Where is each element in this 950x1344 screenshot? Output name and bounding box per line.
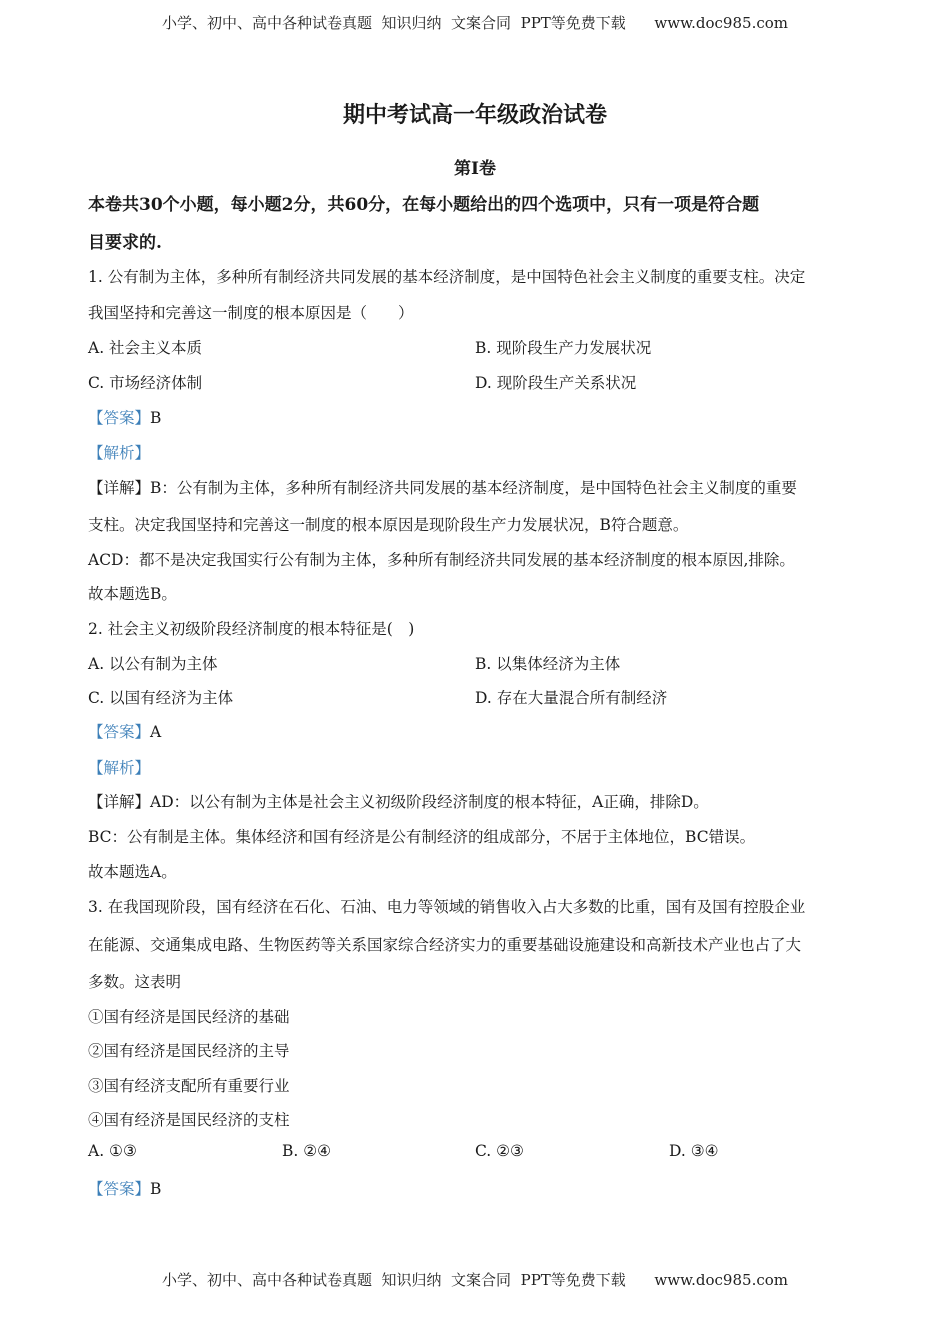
page-footer: 小学、初中、高中各种试卷真题 知识归纳 文案合同 PPT等免费下载 www.doc985.com: [161, 1271, 788, 1289]
page-header: 小学、初中、高中各种试卷真题 知识归纳 文案合同 PPT等免费下载 www.doc985.com: [161, 14, 788, 32]
q2-option-d: D. 存在大量混合所有制经济: [475, 689, 668, 707]
instructions-line-2: 目要求的.: [88, 233, 162, 253]
q2-answer: [88, 720, 161, 742]
q3-option-b: B. ②④: [282, 1142, 332, 1160]
q1-answer: [88, 406, 161, 428]
answer-label: 【答案】: [88, 1180, 151, 1198]
analysis-label: 【解析】: [88, 444, 151, 462]
q1-answer-value: B: [150, 409, 162, 427]
q3-stem-line-1: 3. 在我国现阶段，国有经济在石化、石油、电力等领域的销售收入占大多数的比重，国有及国有控股企业: [88, 898, 806, 916]
q2-answer-value: A: [150, 723, 162, 741]
q2-detail-text-1: AD：以公有制为主体是社会主义初级阶段经济制度的根本特征，A正确，排除D。: [150, 793, 709, 811]
q2-stem: 2. 社会主义初级阶段经济制度的根本特征是( ): [88, 620, 415, 638]
detail-label: 【详解】: [88, 793, 151, 811]
page-title: 期中考试高一年级政治试卷: [342, 102, 607, 128]
q2-detail-line-1: [88, 790, 709, 812]
q1-option-a: A. 社会主义本质: [88, 339, 203, 357]
q2-option-c: C. 以国有经济为主体: [88, 689, 234, 707]
q3-option-d: D. ③④: [669, 1142, 719, 1160]
answer-label: 【答案】: [88, 723, 151, 741]
q1-detail-line-4: 故本题选B。: [88, 585, 177, 603]
q2-detail-line-3: 故本题选A。: [88, 863, 177, 881]
q1-stem-line-1: 1. 公有制为主体，多种所有制经济共同发展的基本经济制度，是中国特色社会主义制度的重要支柱。决定: [88, 268, 806, 286]
q1-option-c: C. 市场经济体制: [88, 374, 203, 392]
q3-answer: [88, 1177, 161, 1199]
q1-option-b: B. 现阶段生产力发展状况: [475, 339, 652, 357]
q3-stem-line-3: 多数。这表明: [88, 973, 182, 991]
q1-detail-line-1: [88, 476, 797, 498]
instructions-line-1: 本卷共30个小题，每小题2分，共60分，在每小题给出的四个选项中，只有一项是符合题: [88, 195, 760, 215]
q1-detail-line-2: 支柱。决定我国坚持和完善这一制度的根本原因是现阶段生产力发展状况，B符合题意。: [88, 516, 689, 534]
q3-option-a: A. ①③: [88, 1142, 137, 1160]
q1-detail-line-3: ACD：都不是决定我国实行公有制为主体，多种所有制经济共同发展的基本经济制度的根本原因,排除。: [88, 551, 795, 569]
q2-option-b: B. 以集体经济为主体: [475, 655, 621, 673]
q1-option-d: D. 现阶段生产关系状况: [475, 374, 637, 392]
q3-option-c: C. ②③: [475, 1142, 524, 1160]
q2-option-a: A. 以公有制为主体: [88, 655, 218, 673]
q1-analysis: [88, 441, 150, 463]
analysis-label: 【解析】: [88, 759, 151, 777]
answer-label: 【答案】: [88, 409, 151, 427]
q3-item-1: ①国有经济是国民经济的基础: [88, 1008, 290, 1026]
q3-item-4: ④国有经济是国民经济的支柱: [88, 1111, 290, 1129]
q2-analysis: [88, 756, 150, 778]
q3-item-3: ③国有经济支配所有重要行业: [88, 1077, 290, 1095]
q3-stem-line-2: 在能源、交通集成电路、生物医药等关系国家综合经济实力的重要基础设施建设和高新技术产业也占了大: [88, 936, 802, 954]
detail-label: 【详解】: [88, 479, 151, 497]
q2-detail-line-2: BC：公有制是主体。集体经济和国有经济是公有制经济的组成部分，不居于主体地位，BC错误。: [88, 828, 756, 846]
q1-stem-line-2: 我国坚持和完善这一制度的根本原因是（ ）: [88, 304, 414, 322]
volume-heading: 第Ⅰ卷: [454, 159, 496, 179]
q3-answer-value: B: [150, 1180, 162, 1198]
q1-detail-text-1: B：公有制为主体，多种所有制经济共同发展的基本经济制度，是中国特色社会主义制度的重要: [150, 479, 797, 497]
q3-item-2: ②国有经济是国民经济的主导: [88, 1042, 290, 1060]
